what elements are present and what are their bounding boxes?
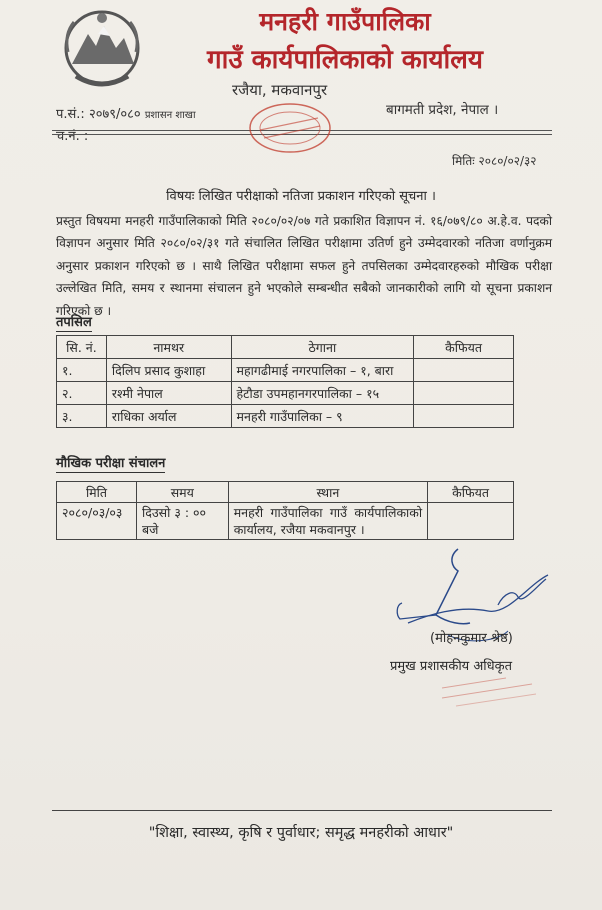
municipality-name: मनहरी गाउँपालिका bbox=[259, 7, 431, 36]
candidates-table bbox=[56, 335, 514, 428]
notice-body: प्रस्तुत विषयमा मनहरी गाउँपालिकाको मिति २०८०/०२/०७ गते प्रकाशित विज्ञापन नं. १६/०७९/८० अ.हे.व. पदको विज्ञापन अनुसार मिति २०८०/०२/३१ गते संचालित लिखित परीक्षामा उतिर्ण हुने उम्मेदवारको नतिजा वर्णानुक्रम अनुसार प्रकाशन गरिएको छ । साथै लिखित परीक्षामा सफल हुने तपसिलका उम्मेदवारहरुको मौखिक परीक्षा उल्लेखित मिति, समय र स्थानमा संचालन हुने भएकोले सम्बन्धीत सबैको जानकारीको लागि यो सूचना प्रकाशन गरिएको छ । bbox=[56, 214, 552, 318]
name-cell: राधिका अर्याल bbox=[106, 405, 231, 428]
footer-rule bbox=[52, 810, 552, 811]
letter-no: २०७९/०८० bbox=[88, 107, 141, 122]
nepal-emblem-icon bbox=[60, 4, 144, 94]
serial-cell: ३. bbox=[57, 405, 107, 428]
faint-stamp-icon bbox=[436, 672, 556, 712]
col-remarks: कैफियत bbox=[414, 336, 514, 359]
serial-cell: १. bbox=[57, 359, 107, 382]
address-cell: हेटौडा उपमहानगरपालिका – १५ bbox=[231, 382, 414, 405]
col-name: नामथर bbox=[106, 336, 231, 359]
remarks-cell bbox=[414, 359, 514, 382]
interview-table bbox=[56, 481, 514, 540]
province: बागमती प्रदेश, नेपाल । bbox=[386, 102, 499, 118]
remarks-cell bbox=[428, 503, 514, 540]
table-row bbox=[57, 405, 514, 428]
notice-subject: विषयः लिखित परीक्षाको नतिजा प्रकाशन गरिएको सूचना । bbox=[166, 189, 436, 204]
table-header-row bbox=[57, 336, 514, 359]
col-remarks: कैफियत bbox=[428, 482, 514, 503]
name-cell: दिलिप प्रसाद कुशाहा bbox=[106, 359, 231, 382]
table-header-row bbox=[57, 482, 514, 503]
name-cell: रश्मी नेपाल bbox=[106, 382, 231, 405]
letter-reference bbox=[56, 104, 196, 122]
place-line-2: कार्यालय, रजैया मकवानपुर । bbox=[233, 522, 365, 537]
serial-cell: २. bbox=[57, 382, 107, 405]
office-location: रजैया, मकवानपुर bbox=[232, 81, 328, 99]
signer-designation: प्रमुख प्रशासकीय अधिकृत bbox=[390, 659, 513, 674]
col-date: मिति bbox=[57, 482, 137, 503]
office-name: गाउँ कार्यपालिकाको कार्यालय bbox=[207, 45, 483, 75]
remarks-cell bbox=[414, 382, 514, 405]
table-row bbox=[57, 359, 514, 382]
col-serial: सि. नं. bbox=[57, 336, 107, 359]
interview-title: मौखिक परीक्षा संचालन bbox=[56, 453, 165, 473]
table-row bbox=[57, 503, 514, 540]
col-time: समय bbox=[136, 482, 228, 503]
place-line-1: मनहरी गाउँपालिका गाउँ कार्यपालिकाको bbox=[233, 505, 423, 520]
time-cell: दिउसो ३ : ०० बजे bbox=[136, 503, 228, 540]
letter-no-label: प.सं.: bbox=[56, 107, 85, 122]
remarks-cell bbox=[414, 405, 514, 428]
place-cell bbox=[228, 503, 427, 540]
details-title: तपसिल bbox=[56, 312, 92, 332]
col-address: ठेगाना bbox=[231, 336, 414, 359]
table-row bbox=[57, 382, 514, 405]
date-cell: २०८०/०३/०३ bbox=[57, 503, 137, 540]
dispatch-no: च.नं. : bbox=[56, 129, 89, 144]
office-stamp-icon bbox=[238, 94, 338, 164]
address-cell: मनहरी गाउँपालिका – ९ bbox=[231, 405, 414, 428]
letter-branch: प्रशासन शाखा bbox=[144, 110, 196, 121]
signer-name: (मोहनकुमार श्रेष्ठ) bbox=[430, 631, 513, 646]
letter-date: मितिः २०८०/०२/३२ bbox=[452, 154, 537, 168]
col-place: स्थान bbox=[228, 482, 427, 503]
address-cell: महागढीमाई नगरपालिका – १, बारा bbox=[231, 359, 414, 382]
footer-motto: "शिक्षा, स्वास्थ्य, कृषि र पुर्वाधार; समृद्ध मनहरीको आधार" bbox=[148, 825, 454, 841]
